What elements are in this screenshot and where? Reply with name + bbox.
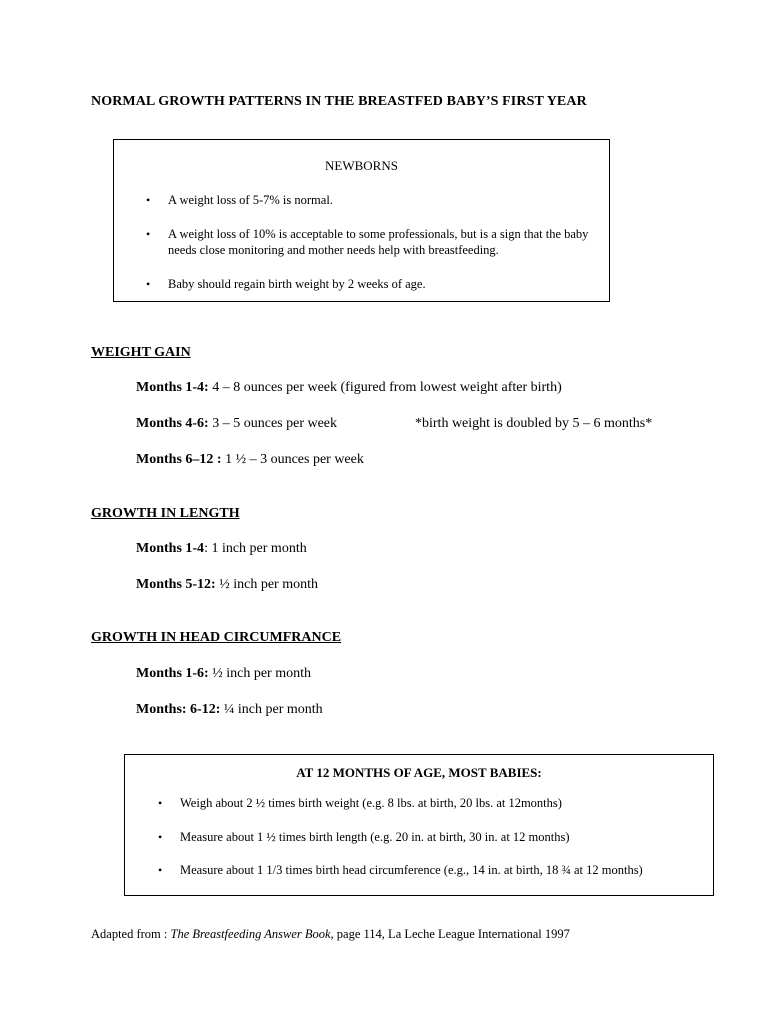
list-item-text: A weight loss of 10% is acceptable to some professionals, but is a sign that the baby needs close monitoring and mother needs help with breastfeeding. — [168, 227, 589, 257]
list-item-text: Weigh about 2 ½ times birth weight (e.g. 8 lbs. at birth, 20 lbs. at 12months) — [180, 796, 562, 810]
list-item-text: A weight loss of 5-7% is normal. — [168, 193, 333, 207]
weight-gain-heading: WEIGHT GAIN — [91, 345, 191, 360]
length-row — [136, 541, 307, 557]
length-heading: GROWTH IN LENGTH — [91, 506, 240, 521]
bullet-icon: • — [146, 193, 151, 207]
list-item — [146, 276, 598, 292]
list-item — [146, 192, 598, 208]
bullet-icon: • — [146, 277, 151, 291]
row-text: : 1 inch per month — [204, 541, 307, 556]
row-text: ¼ inch per month — [220, 702, 323, 717]
row-label: Months 6–12 : — [136, 452, 222, 467]
source-book-title: The Breastfeeding Answer Book — [170, 927, 331, 941]
row-label: Months 1-4: — [136, 380, 209, 395]
twelve-months-heading: AT 12 MONTHS OF AGE, MOST BABIES: — [296, 765, 542, 780]
row-label: Months 1-4 — [136, 541, 205, 556]
source-suffix: , page 114, La Leche League International 1997 — [330, 927, 570, 941]
row-text: 1 ½ – 3 ounces per week — [221, 452, 364, 467]
bullet-icon: • — [158, 830, 163, 844]
weight-gain-row — [136, 452, 364, 468]
row-label: Months 5-12: — [136, 577, 216, 592]
list-item-text: Baby should regain birth weight by 2 weeks of age. — [168, 277, 426, 291]
newborns-heading: NEWBORNS — [325, 158, 398, 173]
weight-gain-row — [136, 380, 562, 396]
row-text: 3 – 5 ounces per week — [208, 416, 338, 431]
row-text: ½ inch per month — [215, 577, 318, 592]
head-row — [136, 666, 311, 682]
newborns-box — [113, 139, 610, 302]
row-label: Months 4-6: — [136, 416, 209, 431]
birth-weight-note: *birth weight is doubled by 5 – 6 months* — [415, 416, 653, 431]
row-text: 4 – 8 ounces per week (figured from lowest weight after birth) — [208, 380, 562, 395]
row-label: Months: 6-12: — [136, 702, 221, 717]
weight-gain-row — [136, 416, 337, 432]
bullet-icon: • — [158, 796, 163, 810]
head-row — [136, 702, 323, 718]
list-item — [158, 863, 643, 878]
list-item — [158, 830, 570, 845]
row-text: ½ inch per month — [208, 666, 311, 681]
list-item-text: Measure about 1 ½ times birth length (e.g. 20 in. at birth, 30 in. at 12 months) — [180, 830, 570, 844]
source-citation — [91, 927, 570, 942]
row-label: Months 1-6: — [136, 666, 209, 681]
twelve-months-box — [124, 754, 714, 896]
bullet-icon: • — [158, 863, 163, 877]
bullet-icon: • — [146, 227, 151, 241]
list-item — [146, 226, 598, 258]
source-prefix: Adapted from : — [91, 927, 171, 941]
head-circumference-heading: GROWTH IN HEAD CIRCUMFRANCE — [91, 630, 342, 645]
page-title: NORMAL GROWTH PATTERNS IN THE BREASTFED BABY’S FIRST YEAR — [91, 94, 587, 109]
length-row — [136, 577, 318, 593]
list-item-text: Measure about 1 1/3 times birth head circumference (e.g., 14 in. at birth, 18 ¾ at 12 months) — [180, 863, 643, 877]
list-item — [158, 796, 562, 811]
